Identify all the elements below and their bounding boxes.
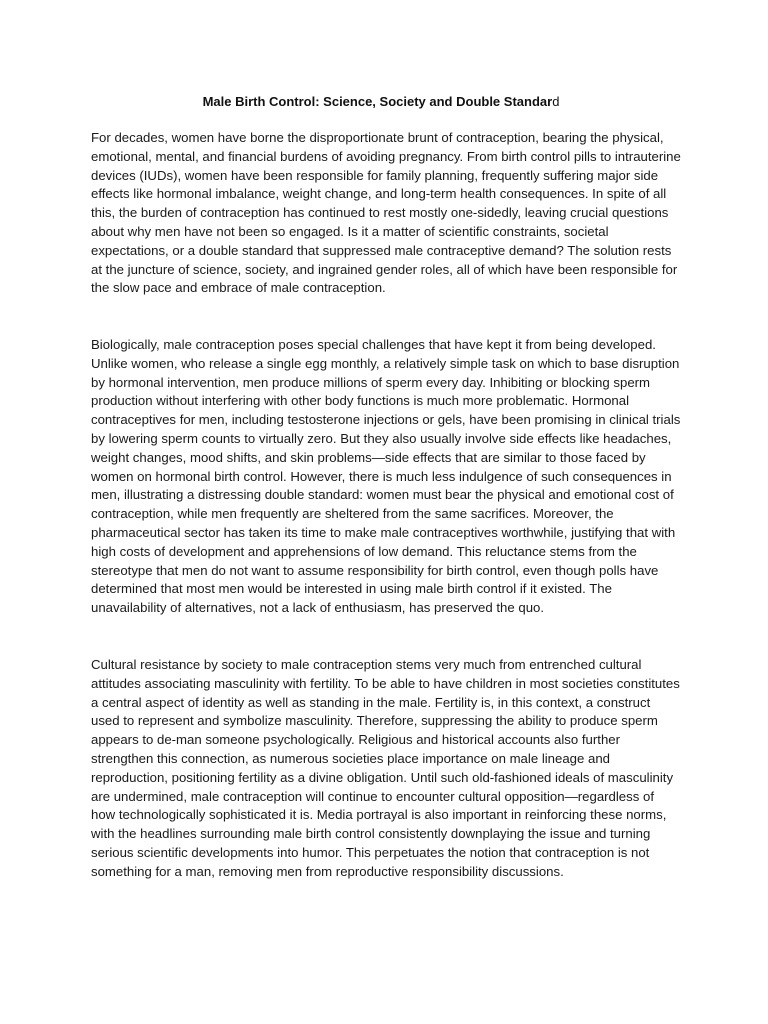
paragraph-biology: Biologically, male contraception poses special challenges that have kept it from being developed. Unlike women, who release a single egg monthly, a relatively simple task on which to base disruption by hormonal intervention, men produce millions of sperm every day. Inhibiting or blocking sperm production without interfering with other body functions is much more problematic. Hormonal contraceptives for men, including testosterone injections or gels, have been promising in clinical trials by lowering sperm counts to virtually zero. But they also usually involve side effects like headaches, weight changes, mood shifts, and skin problems—side effects that are similar to those faced by women on hormonal birth control. However, there is much less indulgence of such consequences in men, illustrating a distressing double standard: women must bear the physical and emotional cost of contraception, while men frequently are sheltered from the same sacrifices. Moreover, the pharmaceutical sector has taken its time to make male contraceptives worthwhile, justifying that with high costs of development and apprehensions of low demand. This reluctance stems from the stereotype that men do not want to assume responsibility for birth control, even though polls have determined that most men would be interested in using male birth control if it existed. The unavailability of alternatives, not a lack of enthusiasm, has preserved the quo.	[91, 337, 681, 616]
document-title	[91, 92, 671, 111]
document-title-tail: d	[552, 94, 560, 109]
paragraph-intro: For decades, women have borne the disproportionate brunt of contraception, bearing the physical, emotional, mental, and financial burdens of avoiding pregnancy. From birth control pills to intrauterine devices (IUDs), women have been responsible for family planning, frequently suffering major side effects like hormonal imbalance, weight change, and long-term health consequences. In spite of all this, the burden of contraception has continued to rest mostly one-sidedly, leaving crucial questions about why men have not been so engaged. Is it a matter of scientific constraints, societal expectations, or a double standard that suppressed male contraceptive demand? The solution rests at the juncture of science, society, and ingrained gender roles, all of which have been responsible for the slow pace and embrace of male contraception.	[91, 130, 681, 296]
document-title-main: Male Birth Control: Science, Society and Double Standar	[202, 94, 553, 109]
paragraph-culture: Cultural resistance by society to male contraception stems very much from entrenched cultural attitudes associating masculinity with fertility. To be able to have children in most societies constitutes a central aspect of identity as well as standing in the male. Fertility is, in this context, a construct used to represent and symbolize masculinity. Therefore, suppressing the ability to produce sperm appears to de-man someone psychologically. Religious and historical accounts also further strengthen this connection, as numerous societies place importance on male lineage and reproduction, positioning fertility as a divine obligation. Until such old-fashioned ideals of masculinity are undermined, male contraception will continue to encounter cultural opposition—regardless of how technologically sophisticated it is. Media portrayal is also important in reinforcing these norms, with the headlines surrounding male birth control consistently downplaying the issue and turning serious scientific developments into humor. This perpetuates the notion that contraception is not something for a man, removing men from reproductive responsibility discussions.	[91, 657, 680, 879]
